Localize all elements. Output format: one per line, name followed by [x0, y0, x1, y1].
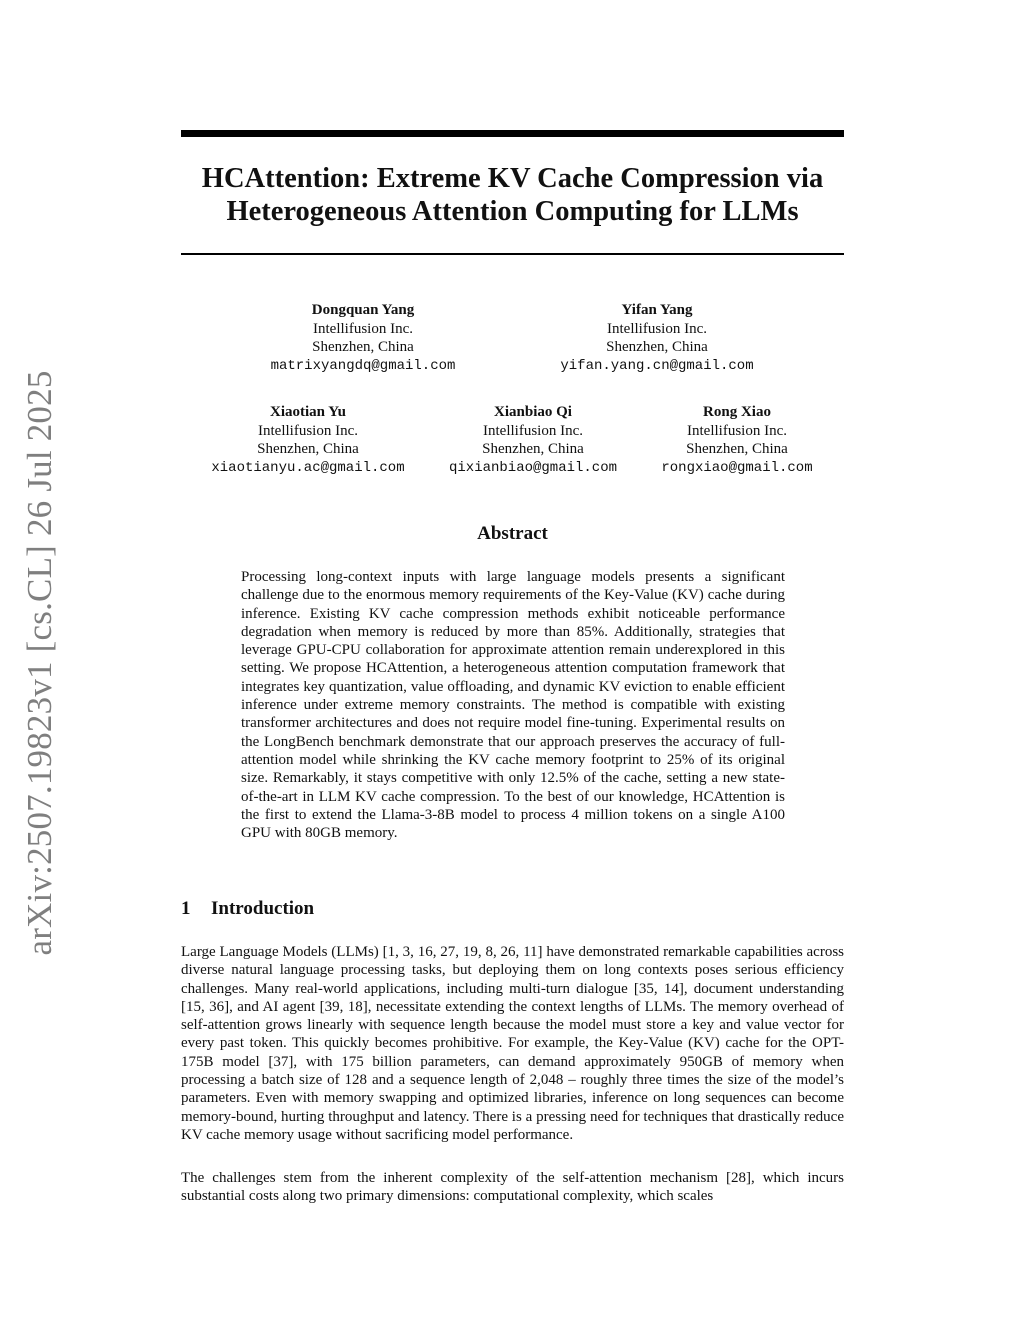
author-name: Xiaotian Yu	[270, 404, 346, 420]
author-block-1	[233, 301, 493, 375]
author-location: Shenzhen, China	[482, 441, 584, 457]
author-name: Xianbiao Qi	[494, 404, 572, 420]
author-location: Shenzhen, China	[257, 441, 359, 457]
title-top-rule	[181, 130, 844, 137]
author-location: Shenzhen, China	[686, 441, 788, 457]
author-name: Dongquan Yang	[311, 302, 415, 318]
author-affiliation: Intellifusion Inc.	[258, 422, 358, 439]
author-name: Yifan Yang	[621, 302, 693, 318]
author-location: Shenzhen, China	[606, 339, 708, 355]
author-affiliation: Intellifusion Inc.	[313, 320, 413, 337]
author-location: Shenzhen, China	[312, 339, 414, 355]
author-block-3	[178, 403, 438, 477]
author-affiliation: Intellifusion Inc.	[607, 320, 707, 337]
section-number: 1	[181, 898, 191, 919]
arxiv-identifier	[20, 370, 60, 956]
author-block-2	[527, 301, 787, 375]
arxiv-identifier-text: arXiv:2507.19823v1 [cs.CL] 26 Jul 2025	[20, 370, 59, 956]
author-affiliation: Intellifusion Inc.	[687, 422, 787, 439]
author-block-5	[607, 403, 867, 477]
author-email: rongxiao@gmail.com	[661, 459, 813, 476]
abstract-heading: Abstract	[477, 523, 548, 544]
author-email: matrixyangdq@gmail.com	[270, 357, 456, 374]
section-title: Introduction	[211, 898, 315, 919]
paper-title: HCAttention: Extreme KV Cache Compression via Heterogeneous Attention Computing for LLMs	[201, 163, 824, 227]
author-email: xiaotianyu.ac@gmail.com	[211, 459, 405, 476]
author-name: Rong Xiao	[703, 404, 771, 420]
section-heading	[181, 898, 314, 920]
author-email: qixianbiao@gmail.com	[448, 459, 618, 476]
intro-paragraph-2: The challenges stem from the inherent complexity of the self-attention mechanism [28], which incurs substantial costs along two primary dimensions: computational complexity, which scales	[181, 1170, 844, 1205]
title-bottom-rule	[181, 253, 844, 255]
author-affiliation: Intellifusion Inc.	[483, 422, 583, 439]
author-email: yifan.yang.cn@gmail.com	[560, 357, 754, 374]
intro-paragraph-1: Large Language Models (LLMs) [1, 3, 16, 27, 19, 8, 26, 11] have demonstrated remarkable capabilities across diverse natural language processing tasks, but deploying them on long contexts poses serious efficiency challenges. Many real-world applications, including multi-turn dialogue [35, 14], document understanding [15, 36], and AI agent [39, 18], necessitate extending the context lengths of LLMs. The memory overhead of self-attention grows linearly with sequence length because the model must store a key and value vector for every past token. This quickly becomes prohibitive. For example, the Key-Value (KV) cache for the OPT-175B model [37], with 175 billion parameters, can demand approximately 950GB of memory when processing a batch size of 128 and a sequence length of 2,048 – roughly three times the size of the model’s parameters. Even with memory swapping and optimized libraries, inference on long sequences can become memory-bound, hurting throughput and latency. There is a pressing need for techniques that drastically reduce KV cache memory usage without sacrificing model performance.	[181, 944, 844, 1143]
abstract-text: Processing long-context inputs with large language models presents a significant challenge due to the enormous memory requirements of the Key-Value (KV) cache during inference. Existing KV cache compression methods exhibit noticeable performance degradation when memory is reduced by more than 85%. Additionally, strategies that leverage GPU-CPU collaboration for approximate attention remain underexplored in this setting. We propose HCAttention, a heterogeneous attention computation framework that integrates key quantization, value offloading, and dynamic KV eviction to enable efficient inference under extreme memory constraints. The method is compatible with existing transformer architectures and does not require model fine-tuning. Experimental results on the LongBench benchmark demonstrate that our approach preserves the accuracy of full-attention model while shrinking the KV cache memory footprint to 25% of its original size. Remarkably, it stays competitive with only 12.5% of the cache, setting a new state-of-the-art in LLM KV cache compression. To the best of our knowledge, HCAttention is the first to extend the Llama-3-8B model to process 4 million tokens on a single A100 GPU with 80GB memory.	[241, 569, 785, 842]
